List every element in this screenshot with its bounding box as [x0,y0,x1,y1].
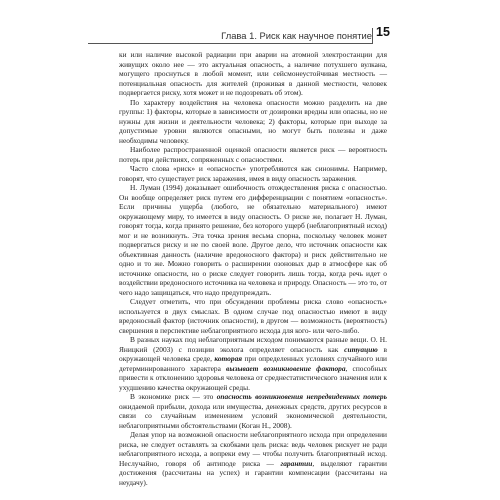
paragraph [119,297,387,335]
paragraph [119,50,387,98]
header-divider [88,43,372,44]
paragraph-text: Часто слова «риск» и «опасность» употребляются как синонимы. Например, говорят, что существует риск заражения, имея в виду опасность заражения. [119,164,387,183]
paragraph [119,335,387,392]
emphasized-text: возникновение [263,363,311,373]
paragraph [119,183,387,297]
emphasized-text: которая [214,354,243,363]
page-body [119,50,387,487]
emphasized-text: опасность возникновения непредвиденных потерь [216,392,387,401]
paragraph [119,392,387,430]
paragraph-text: ки или наличие высокой радиации при аварии на атомной электростанции для живущих около нее — это актуальная опасность, а наличие потухшего вулкана, могущего проснуться в любой момент, или сейсмонеустойчивая местность — потенциальная опасность для жителей (проживая в данной местности, человек подвергается риску, хотя может и не подозревать об этом). [119,50,387,97]
paragraph [119,430,387,487]
paragraph [119,145,387,164]
paragraph-text: , выделяют гарантии достижения (рассчитаны на успех) и гарантии компенсации (рассчитаны на неудачу). [119,458,387,487]
chapter-title: Глава 1. Риск как научное понятие [221,30,372,41]
header-divider-vertical [372,28,373,44]
paragraph-text: Н. Луман (1994) доказывает ошибочность отождествления риска с опасностью. Он вообще определяет риск путем его дифференциации с понятием «опасность». Если причины ущерба (любого, не обязательно материального) имеют окружающему миру, то имеется в виду опасность. О риске же, полагает Н. Луман, говорят тогда, когда принято решение, без которого ущерб (неблагоприятный исход) мог и не возникнуть. Эта точка зрения весьма спорна, поскольку человек может подвергаться риску и не по своей воле. Другое дело, что источник опасности как объективная данность (наличие вредоносного фактора) и риск действительно не одно и то же. Можно говорить о расширении озоновых дыр в атмосфере как об источнике опасности, но о риске следует говорить лишь тогда, когда речь идет о воздействии вредоносного источника на человека и природу. Опасность — это то, от чего надо защищаться, что надо предупреждать. [119,183,387,297]
paragraph-text: ожидаемой прибыли, дохода или имущества, денежных средств, других ресурсов в связи со случайным изменением условий экономической деятельности, неблагоприятными обстоятельствами (Коган Н., 2008). [119,401,387,430]
paragraph-text: Наиболее распространенной оценкой опасности является риск — вероятность потерь при действиях, сопряженных с опасностями. [119,145,387,164]
paragraph-text: По характеру воздействия на человека опасности можно разделить на две группы: 1) факторы, которые в зависимости от дозировки вредны или опасны, но не нужны для жизни и деятельности человека; 2) факторы, которые при выходе за допустимые уровни являются опасными, но могут быть полезны и даже необходимы человеку. [119,97,387,145]
paragraph-text: В разных науках под неблагоприятным исходом понимаются разные вещи. О. Н. Яницкий (2003) с позиции эколога определяет опасность как [119,335,387,354]
paragraph-text: при определенных условиях случайного или детерминированного характера [119,354,387,373]
paragraph-text: , способных привести к отклонению здоровья человека от среднестатистического значения или к ухудшению качества окружающей среды. [119,363,388,392]
paragraph-text: В экономике риск — это [130,392,217,401]
paragraph-text: Делая упор на возможной опасности неблагоприятного исхода при определении риска, не следует оставлять за скобками цель риска: ведь человек рискует не ради неблагоприятного исхода, а вопреки ему — чтобы получить благоприятный исход. Неслучайно, говоря об антиподе риска — [119,430,387,468]
emphasized-text: вызывает [226,363,259,373]
paragraph [119,98,387,146]
emphasized-text: гарантии [280,458,313,468]
page-number: 15 [376,25,390,39]
emphasized-text: фактора [316,363,346,373]
emphasized-text: ситуацию [344,344,378,354]
running-header [88,27,372,41]
paragraph [119,164,387,183]
paragraph-text: в окружающей человека среде, [119,344,388,363]
paragraph-text: Следует отметить, что при обсуждении проблемы риска слово «опасность» используется в двух смыслах. В одном случае под опасностью имеют в виду вредоносный фактор (источник опасности), в другом — возможность (вероятность) свершения в перспективе неблагоприятного исхода для кого- или чего-либо. [119,297,387,335]
